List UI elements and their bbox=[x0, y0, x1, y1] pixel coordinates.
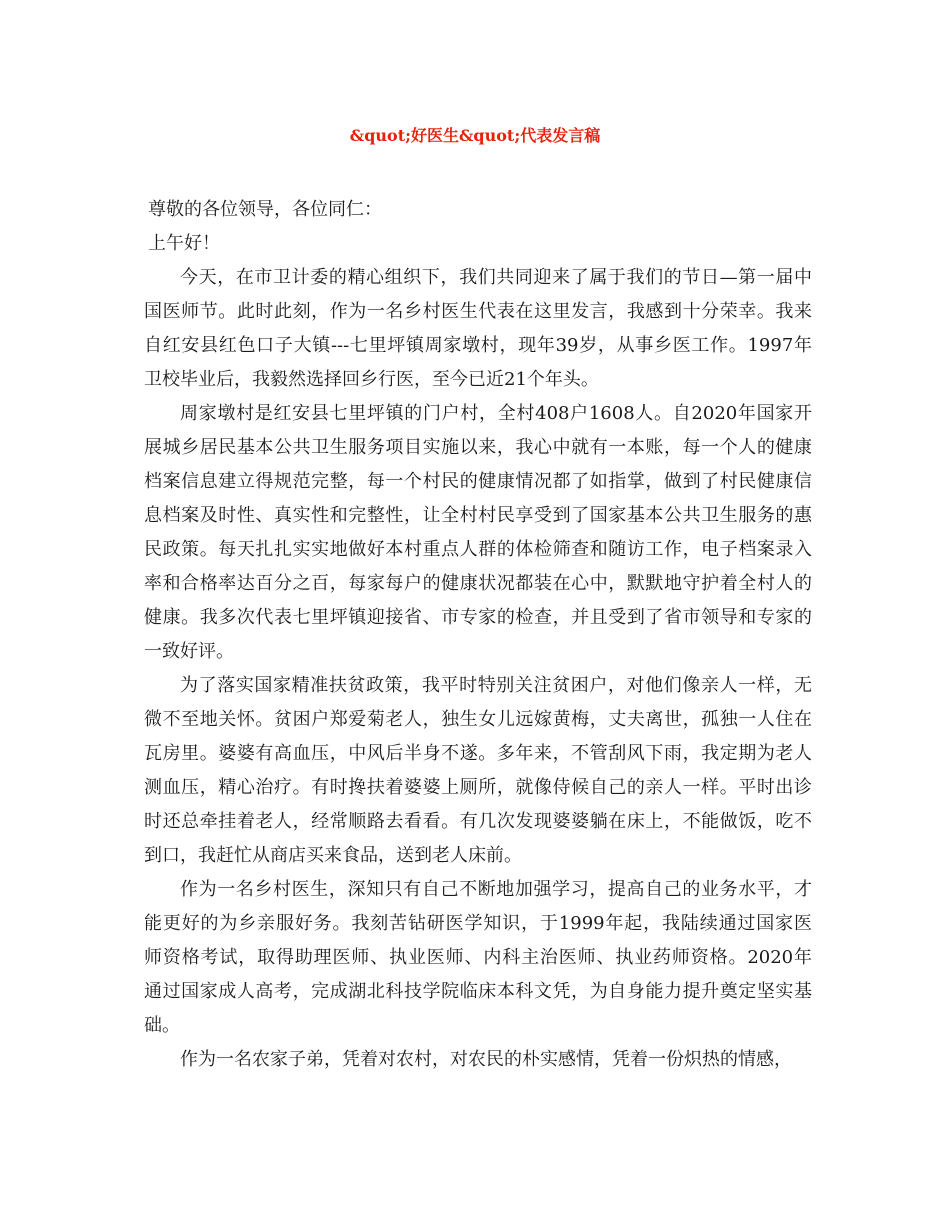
text-line: 微不至地关怀。贫困户郑爱菊老人，独生女儿远嫁黄梅，丈夫离世，孤独一人住在 bbox=[144, 709, 812, 730]
text-line: 国医师节。此时此刻，作为一名乡村医生代表在这里发言，我感到十分荣幸。我来 bbox=[144, 301, 812, 322]
text-line: 为了落实国家精准扶贫政策，我平时特别关注贫困户，对他们像亲人一样，无 bbox=[180, 675, 812, 696]
text-line: 作为一名乡村医生，深知只有自己不断地加强学习，提高自己的业务水平，才 bbox=[180, 879, 812, 900]
text-line: 础。 bbox=[144, 1015, 180, 1036]
text-line: 今天，在市卫计委的精心组织下，我们共同迎来了属于我们的节日—第一届中 bbox=[180, 267, 812, 288]
text-line: 能更好的为乡亲服好务。我刻苦钻研医学知识，于1999年起，我陆续通过国家医 bbox=[144, 913, 812, 934]
text-line: 瓦房里。婆婆有高血压，中风后半身不遂。多年来，不管刮风下雨，我定期为老人 bbox=[144, 743, 812, 764]
text-line: 展城乡居民基本公共卫生服务项目实施以来，我心中就有一本账，每一个人的健康 bbox=[144, 437, 812, 458]
paragraph bbox=[144, 873, 812, 1043]
text-line: 档案信息建立得规范完整，每一个村民的健康情况都了如指掌，做到了村民健康信 bbox=[144, 471, 812, 492]
text-line: 周家墩村是红安县七里坪镇的门户村，全村408户1608人。自2020年国家开 bbox=[180, 403, 812, 424]
text-line: 率和合格率达百分之百，每家每户的健康状况都装在心中，默默地守护着全村人的 bbox=[144, 573, 812, 594]
paragraph bbox=[144, 397, 812, 669]
text-line: 师资格考试，取得助理医师、执业医师、内科主治医师、执业药师资格。2020年 bbox=[144, 947, 812, 968]
paragraphs bbox=[144, 261, 812, 1077]
text-line: 时还总牵挂着老人，经常顺路去看看。有几次发现婆婆躺在床上，不能做饭，吃不 bbox=[144, 811, 812, 832]
text-line: 尊敬的各位领导，各位同仁： bbox=[148, 199, 382, 220]
text-line: 测血压，精心治疗。有时搀扶着婆婆上厕所，就像侍候自己的亲人一样。平时出诊 bbox=[144, 777, 812, 798]
salutation bbox=[144, 193, 812, 227]
document-title: &quot;好医生&quot;代表发言稿 bbox=[349, 126, 601, 145]
text-line: 健康。我多次代表七里坪镇迎接省、市专家的检查，并且受到了省市领导和专家的 bbox=[144, 607, 812, 628]
text-line: 到口，我赶忙从商店买来食品，送到老人床前。 bbox=[144, 845, 522, 866]
greeting bbox=[144, 227, 812, 261]
text-line: 卫校毕业后，我毅然选择回乡行医，至今已近21个年头。 bbox=[144, 369, 599, 390]
document-body bbox=[144, 193, 812, 1077]
text-line: 上午好！ bbox=[148, 233, 220, 254]
text-line: 民政策。每天扎扎实实地做好本村重点人群的体检筛查和随访工作，电子档案录入 bbox=[144, 539, 812, 560]
paragraph bbox=[144, 1043, 812, 1077]
text-line: 一致好评。 bbox=[144, 641, 234, 662]
text-line: 自红安县红色口子大镇---七里坪镇周家墩村，现年39岁，从事乡医工作。1997年 bbox=[144, 335, 812, 356]
paragraph bbox=[144, 261, 812, 397]
text-line: 通过国家成人高考，完成湖北科技学院临床本科文凭，为自身能力提升奠定坚实基 bbox=[144, 981, 812, 1002]
text-line: 作为一名农家子弟，凭着对农村，对农民的朴实感情，凭着一份炽热的情感， bbox=[180, 1049, 792, 1070]
text-line: 息档案及时性、真实性和完整性，让全村村民享受到了国家基本公共卫生服务的惠 bbox=[144, 505, 812, 526]
paragraph bbox=[144, 669, 812, 873]
